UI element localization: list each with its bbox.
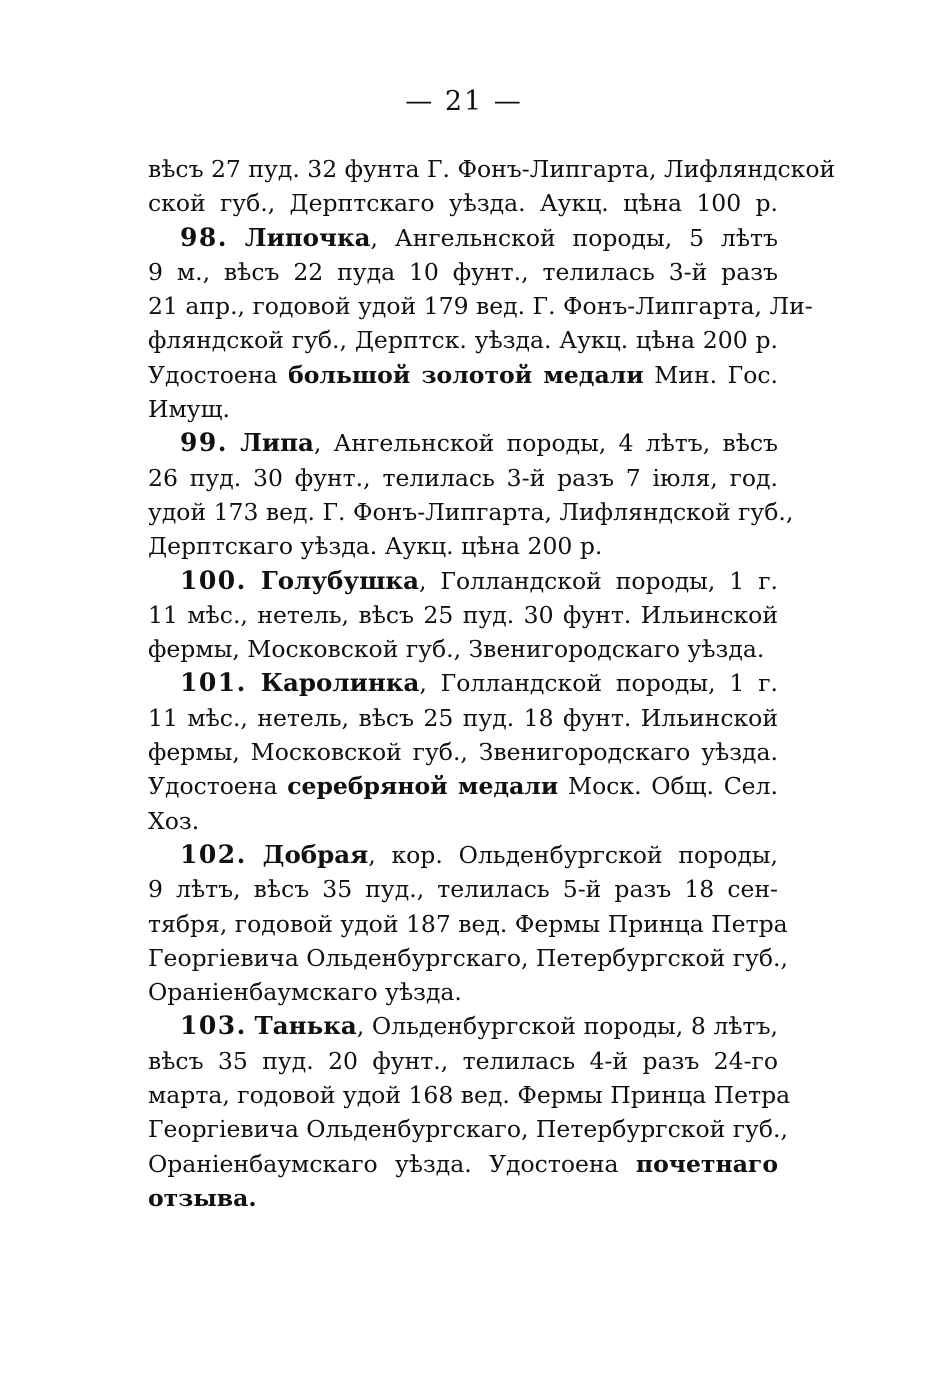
text-run: Ораніенбаумскаго уѣзда. Удостоена [148,1149,636,1178]
entry-number: 99. [180,428,228,458]
entry-name: Каролинка [260,668,420,698]
text-line [148,1009,778,1043]
entry-name: Добрая [262,839,369,869]
text-run [247,567,261,595]
entry-number: 100. [180,565,247,595]
text-line [148,323,778,357]
text-line [148,838,778,872]
text-run: 11 мѣс., нетель, вѣсъ 25 пуд. 30 фунт. Ильинской [148,600,778,629]
text-line [148,598,778,632]
entry-number: 102. [180,839,247,869]
text-run: Хоз. [148,806,200,835]
text-line [148,392,778,426]
text-run: тября, годовой удой 187 вед. Фермы Принца Петра [148,909,788,938]
entry-name: Липа [240,428,314,458]
text-line [148,1147,778,1181]
text-line [148,907,788,941]
text-run: Удостоена [148,360,289,389]
text-line [148,804,778,838]
text-line [148,289,813,323]
text-run: фермы, Московской губ., Звенигородскаго уѣзда. [148,635,765,664]
page-number: — 21 — [405,86,523,117]
entry-number: 101. [180,668,247,698]
text-run: , Голландской породы, 1 г. [419,669,778,698]
text-run: ской губ., Дерптскаго уѣзда. Аукц. цѣна 100 р. [148,189,778,218]
text-line [148,1078,791,1112]
text-line [148,221,778,255]
entry-number: 98. [180,222,228,252]
text-line [148,666,778,700]
text-run: марта, годовой удой 168 вед. Фермы Принца Петра [148,1081,791,1110]
text-line [148,255,778,289]
text-line [148,1181,778,1215]
text-run: 26 пуд. 30 фунт., телилась 3-й разъ 7 іюля, год. [148,463,778,492]
text-line [148,735,778,769]
text-line [148,186,778,220]
text-line [148,701,778,735]
text-line [148,358,778,392]
text-run: Мин. Гос. [643,360,778,389]
text-line [148,426,778,460]
entry-name: Танька [254,1011,357,1041]
text-run [247,841,263,869]
text-line [148,872,778,906]
text-run: вѣсъ 35 пуд. 20 фунт., телилась 4-й разъ 24-го [148,1046,778,1075]
text-run: , Голландской породы, 1 г. [418,566,778,595]
text-run: Георгіевича Ольденбургскаго, Петербургской губ., [148,943,788,972]
entry-number: 103. [180,1011,247,1041]
bold-text: большой золотой медали [288,360,644,389]
text-run [228,224,245,252]
text-run: Дерптскаго уѣзда. Аукц. цѣна 200 р. [148,532,603,561]
entry-name: Голубушка [260,565,419,595]
text-line [148,632,778,666]
text-run: Моск. Общ. Сел. [558,772,778,801]
text-run: , кор. Ольденбургской породы, [368,840,778,869]
text-run: вѣсъ 27 пуд. 32 фунта Г. Фонъ-Липгарта, Лифляндской [148,155,836,183]
bold-text: отзыва. [148,1183,257,1212]
bold-text: серебряной медали [287,772,559,801]
text-run: фермы, Московской губ., Звенигородскаго уѣзда. [148,738,778,767]
text-run: фляндской губ., Дерптск. уѣзда. Аукц. цѣна 200 р. [148,326,778,355]
text-line [148,1112,788,1146]
text-run: , Ангельнской породы, 5 лѣтъ [370,223,778,252]
text-run [247,1012,255,1040]
text-run: 21 апр., годовой удой 179 вед. Г. Фонъ-Липгарта, Ли- [148,292,813,321]
text-line [148,461,778,495]
text-run: Имущ. [148,395,230,424]
text-line [148,495,794,529]
text-line [148,152,836,186]
text-run: 9 лѣтъ, вѣсъ 35 пуд., телилась 5-й разъ 18 сен- [148,875,778,904]
text-run [247,669,261,697]
text-run: удой 173 вед. Г. Фонъ-Липгарта, Лифляндской губ., [148,497,794,526]
text-run: , Ольденбургской породы, 8 лѣтъ, [356,1012,778,1041]
text-line [148,769,778,803]
text-run: Ораніенбаумскаго уѣзда. [148,978,462,1007]
text-run: 11 мѣс., нетель, вѣсъ 25 пуд. 18 фунт. Ильинской [148,703,778,732]
page-text [148,152,836,1215]
entry-name: Липочка [244,222,371,252]
text-line [148,975,778,1009]
text-line [148,529,778,563]
text-run: Георгіевича Ольденбургскаго, Петербургской губ., [148,1115,788,1144]
text-line [148,1044,778,1078]
bold-text: почетнаго [635,1149,778,1178]
text-run: 9 м., вѣсъ 22 пуда 10 фунт., телилась 3-й разъ [148,257,778,286]
text-run: Удостоена [148,772,288,801]
text-run: , Ангельнской породы, 4 лѣтъ, вѣсъ [313,429,778,458]
text-run [228,429,240,457]
text-line [148,564,778,598]
text-line [148,941,788,975]
